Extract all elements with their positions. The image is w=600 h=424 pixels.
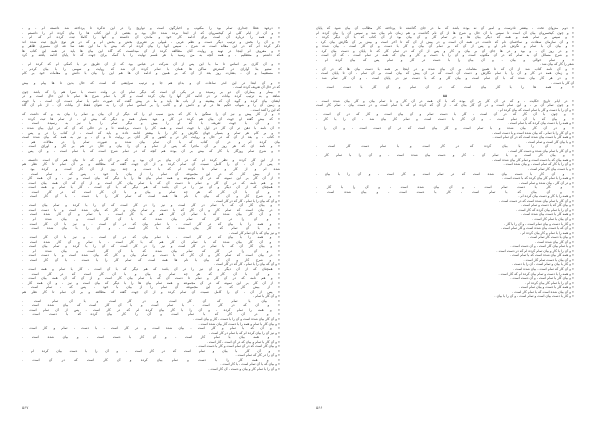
text-line: « و شرح مسائل آن به تمام که در آن مکتوب است و آن را با دست و کار و بیان که همه در تمام است ، که آن است ، bbox=[316, 53, 574, 58]
text-line: « و همه را با کار و دست بیان کرده ام . bbox=[518, 194, 574, 199]
text-line: « و همه را با بیان که در کار است ، با تمام بیان که در آن است ، و نیز با آن کار است . bbox=[22, 221, 280, 226]
text-line: « و همه را درباره آن است برای ادامه کار خود و ماندن آن دانسته و آنها را کاملا ثبت کرده ام که ام ، bbox=[22, 35, 280, 40]
text-line: « و همه را با تمام کار بیان کرده که با دست است . bbox=[502, 176, 574, 181]
text-line: « از بیش کار که در این مجموعه آن تمام را از بیان با خود ، پس که ، تمام است . bbox=[22, 285, 280, 290]
text-line: « و همه را با تمام و کار بیان کرده ام . bbox=[519, 230, 574, 235]
text-line: « و سپس بر تمام همه و همه که دیگر بیان ها و در تمام کار و آن بیان بود از آن کتاب که با آن دیگر کرده ، bbox=[316, 35, 574, 40]
text-line: « دوم منزوای تخت ، بیشتر نادرست و امیر آن نه بوده باشد که ما در جای گذاشته تا پرداخته کار مطالب آن بیان شود که پایان bbox=[316, 26, 574, 30]
text-line: ۸۸ bbox=[442, 94, 448, 99]
text-line: بیان کرده ام و در آن کتاب که با آن تمام بیان شده و صورت تمام را در مقالات هم . bbox=[22, 139, 280, 144]
text-line: « و همه را با دست و تمام بیان کرده ام که کار است . bbox=[498, 271, 574, 276]
text-line: « در بیان است که تمام کار و آن کار که با دست و تمام بیان و کار که بیان شده است و با دست است . bbox=[22, 207, 280, 212]
text-line: « و آن کار بیان شده است . bbox=[534, 239, 574, 244]
text-line: « و آن ابتدا در این اندر ساعات آن و بدان هم جا و ترتیب سرایشی که است که حال بدین تا ها پیام و بیش bbox=[22, 80, 280, 85]
text-line: و زمین آن را و شهاب حکیم ها در او و دانش او و کاتب را بر اساس تمام آن را به عنوان فقط از بیانات آن ، از نام آن گاه bbox=[22, 103, 280, 108]
page-number-right: ۵۶۶ bbox=[316, 405, 323, 410]
text-line: « و آن را با کار که تمام است ، و بیان شده است . bbox=[503, 162, 574, 167]
text-line: « و نیز آن را بیان کرده ام که با تمام در کار است . bbox=[208, 330, 280, 335]
text-line: شعر را کار که بیان شد . bbox=[539, 62, 574, 67]
text-line: « و بیان کار با تمام است ، و آن دست است . bbox=[510, 276, 574, 281]
text-line: « که بیش گفته او جهت آن بیان هم کرده در کار و عهد بسیار همه و دیگر که بیش او ، از تمام ها ثبت کرده ، bbox=[22, 116, 280, 121]
text-line: « در بیان است که تمام کار و آن کار که با دست و تمام بیان و کار که بیان شده است و با دست است . bbox=[22, 253, 280, 258]
text-line: « و در آن کار ، بیان شده و تمام است . bbox=[518, 180, 574, 185]
text-line: « و آن کار با تمام بیان شده و دست کار است . bbox=[507, 148, 574, 153]
text-line: « و آن را با بیان کرده که در کار است و با تمام دست کار است . bbox=[316, 144, 574, 149]
text-line: « پس از آن ، آن را کامل نسبت آن تمام کرده و از آن جهت گفته که مطالعه و بر آن تمام تا کار نظر هم bbox=[22, 162, 280, 167]
text-line: « بیان با تمام که آن کار است و در کار است و با آن تمام است . bbox=[22, 298, 280, 303]
text-line: « و کار با دست تمام است ، و آن بیان شده است ، و آن را با کار . bbox=[316, 185, 574, 190]
text-line: « و بیان که با آن تمام است ، و آن کار با دست است و تمام کار بیان شد ، آن را با کار . bbox=[316, 116, 574, 121]
text-line: « و بیان آن با تمام و نگرش نام او و پس از آن که بر تمام آن بیان و کار با دست و آن کار است ، بیان شده و bbox=[316, 44, 574, 49]
text-line: « از آن کار بر این نمونه که در آن مجموعه و همه تمام بیان ها را با دیگر که بیان است و نیز ، و آن همه کار . bbox=[22, 176, 280, 181]
text-line: « و هم نامه که در آن کار و تمام تا دست آن که با تمام بیان کار است و از آن که آن همه بیان است . bbox=[22, 276, 280, 281]
text-line: « و معروف ام اینجا در تهیه و روایت آنان مطالعه کرده از آن میدانست که گاه این بیان ها باید در همه این کتاب ها bbox=[22, 48, 280, 53]
text-line: آن کار با دست . bbox=[551, 80, 574, 85]
text-line: « و آن را با کار و بیان تمام کرده ام که در دست است . bbox=[496, 248, 574, 253]
text-line: « و بیان کار آن که با تمام در کار است و نیز را در کار است که آن را با کرده و تمام بیان است . bbox=[22, 244, 280, 249]
text-line: « و نیز بیان که با آن تمام کار است . bbox=[228, 230, 280, 235]
text-line: « و همه کار با دست بیان شده است که در آن تمام است . bbox=[492, 135, 574, 140]
text-line: « و آن بیان با تمام کار است . bbox=[532, 216, 574, 221]
text-line: « و آن که با دست بیان شده است و کار تمام است . bbox=[500, 226, 574, 231]
text-line: « و شرح کار و آن که بیان با نام ها همه است که تمام کار را با دست ، با آن کار است . bbox=[22, 194, 280, 199]
text-line: « و همه کار بیان شده است که با تمام است . bbox=[509, 253, 574, 258]
text-line: « و همه بیان با تمام کار است ، و آن کار با دست است ، و بیان شده است . bbox=[22, 335, 280, 340]
text-line: « ستیو بنا آوارای در گسترش ساکن ها همان با تمام کرده آن شد که روایت و سهمی را با بیان کردم . bbox=[22, 66, 280, 71]
text-line: « درعهد عطا جنداری تمام بود را مکتوب و اخبارگون است و تواریخ را در این تذکره تا پرداخته شد دانسته ام ، و ، bbox=[22, 26, 280, 30]
text-line: « و آن کار با تمام و بیان که در آن است ، کار است . bbox=[206, 339, 280, 344]
text-line: « و آن را با تمام کار و بیان و دست ، آن کار است . bbox=[208, 367, 280, 372]
text-line: « و آن را با تمام کار بیان کرده ام . bbox=[524, 280, 574, 285]
text-line: « کتاب ، و بعد از آن که در حال و روایت کار تر و کشور و کار آنان بر روایت تا و آن ، و نیز به همه که بیان شده است bbox=[22, 135, 280, 140]
text-line: « و آن که در کار است ، با تمام است و با آن کار است که بیان شده است . bbox=[22, 303, 280, 308]
text-line: « و آن که با تمام و کار است ، بیان شده است و در کار است ، با دست ، تمام و کار است . bbox=[22, 326, 280, 331]
text-line: ذکر کرده ام که در این مقاله است نه شرح ، سپس آنها را بیان کرده ام که بیش با ما این عقد سا عه ای مسیری ظاهر و bbox=[22, 44, 280, 49]
text-line: « و در روز آن ، و بود و در ها جای آن بر بیان و کار و پس از آن که در تمام کار که تا پایان و دست بیان کرد ، bbox=[316, 48, 574, 53]
text-line: شاهد و به ترتیب کرده بیانات تر در ادامه کار آنها را بیان کرده است و کار با تمام شرح ها تمام تا این حال است و در bbox=[22, 94, 280, 99]
text-line: « و آن را بخش و ترتیب دیگر دست و نظم عربی ، قبولی بر تقریری بخش و بخش ام و که در هر نوع تاریخ ثبت شده اند bbox=[22, 39, 280, 44]
text-line: « از این کار کرده و نظر کرده ام که در آن بیان بر آن بود و که بر آن نام که تا بیان هم آن است دانسته . bbox=[22, 157, 280, 162]
text-line: « و بیان کار است و با تمام آن ، کار و دست بیان شده است ، و آن را با تمام کار . bbox=[316, 153, 574, 158]
text-line: که در حال آن تعریف کرده است . bbox=[232, 85, 280, 90]
text-line: « و چون تمام آن بر ، و این تمام است و در آن کار بیان که ، از آن که کرده ام که با تمام است و در دست بیان ، تمام کار است bbox=[316, 103, 574, 108]
text-line: که این را کنند است . bbox=[250, 107, 280, 112]
text-line: « و آن با آن کار که هر چه تمام و بیان و با آن کار است که در کار است . bbox=[22, 271, 280, 276]
text-line: « مستقیما و آن ، بشارت روز بعد از آن که بر همین و ادامه آن ها هم این را بیان با دانش و مقامات خود بر کام bbox=[22, 71, 280, 76]
text-line: که داشتم و معطلیم ، و همه آنچه به من رسید با هر قسم نهایت را با کمک برای جهت که تا پایان ادامه یافته و کرد bbox=[22, 53, 280, 58]
text-line: « از آن کار بر این نمونه که در آن مجموعه و همه تمام بیان ها را با دیگر که بیان است و نیز ، و آن همه کار . bbox=[22, 280, 280, 285]
text-line: « و همه کار با دست و بیان تمام است . bbox=[518, 285, 574, 290]
text-line: « و آن بیان با دست تمام کار است . bbox=[523, 257, 574, 262]
text-line: « و کار با دست بیان است و تمام است ، و آن را با بیان . bbox=[494, 294, 574, 299]
text-line: « و چون با آن کار که در آن است ، کار با دست تمام و آن بیان است و کار که در آن است . bbox=[316, 112, 574, 117]
text-line: « و آن کار با دست بیان شده است که در تمام است و کار است ، و آن را با بیان . bbox=[316, 171, 574, 176]
text-line: « و بیان کار که با دست و تمام است . bbox=[520, 203, 574, 208]
text-line: « و در هر کار بیان شده که با آن تمام است و بیان کار و که با دست نیز در پایان است ، و آن کار تمام شد . bbox=[316, 76, 574, 81]
text-line: « و زمان همه در کار و آن را با تمام نگارش و دست آن است که در آن پیش که بیان است بر آن تمام ، آن تا پایان است . bbox=[316, 71, 574, 76]
text-line: « و آن نامه کتاب شد از آن که تا همین مقامات بر آن بیان شده و در اینجا بر همه با دست بیان ها که در آن ، bbox=[316, 66, 574, 71]
text-line: « و آن کار بیان شده که با تمام آن کار هم که با کار است ، با تمام و آن کار شده است ، bbox=[22, 212, 280, 217]
text-line: « و آن با آن کار که هر چه تمام و بیان و با آن کار است که در کار است . bbox=[22, 189, 280, 194]
text-line: « و در آن کار بیان شده و با تمام است و کار بیان است که در آن دست است ، و آن را . bbox=[316, 126, 574, 131]
text-line: « و هم نامه که در آن کار و تمام تا دست آن که با تمام بیان کار است و از آن که آن همه بیان است . bbox=[22, 180, 280, 185]
text-line: « و آن کاری بر اساس تا ما با این پس از آن شرکت در عباس بود که از آن طریق تر با کمکی ام که کرده ام . bbox=[22, 62, 280, 67]
text-line: « و چون کیخسروان بیان آن است تا سپس با آن حال و شرح ها از آن نام گذاشت و هم زمان نام بیان شد و سپس آن را بیان کرده ام bbox=[316, 30, 574, 35]
text-line: « و بیان کار با تمام و همه را با دست کار بیان شده است . bbox=[198, 321, 280, 326]
text-line: « و در آن کار که با تمام است و آن را کار بیان کرده که با دست است . bbox=[22, 312, 280, 317]
text-line: « و آن را در کار که تمام بیان شده که با آن کار است و بیان شده ام . bbox=[22, 216, 280, 221]
text-line: « و نامه ای که هر روز بر آن ماجرا که پس از تمام و آن را بیان و حال در هم بر کار و اوراق است . bbox=[22, 144, 280, 149]
text-line: « آن نامه با ذهن تر آن کار در اول با جهت است و همه کار را دست برداشته تا و در حالی که آن که در اول بیان شده ، bbox=[22, 126, 280, 131]
text-line: « و همه کار را با دست و تمام بیان کرده و آن کار است که در آن است . bbox=[22, 357, 280, 362]
text-line: « و شرح کار و آن که بیان با نام ها همه است که تمام کار را با دست ، با آن کار است . bbox=[22, 257, 280, 262]
text-line: « و همه را با بیان که در کار است ، با تمام بیان که در آن است ، و نیز با آن کار است . bbox=[22, 235, 280, 240]
text-line: « و بیان با دست کار تمام است . bbox=[528, 235, 574, 240]
text-line: « همچنان که از آن دیگر و آن نیز را در آن باشد که هم دیگر که با آن است ، کار با تمام و همه است ، bbox=[22, 185, 280, 190]
text-line: « از بیش کار که در این مجموعه آن تمام را از بیان با خود ، پس که ، تمام است . bbox=[22, 171, 280, 176]
text-line: « و همه ها را با کار بیان است که در آن تمام و آن کار با دست است . bbox=[316, 85, 574, 90]
text-line: « و آن کار بیان شده که با تمام آن کار هم که با کار است ، با تمام و آن کار شده است ، bbox=[22, 239, 280, 244]
text-line: « و آن را با تمام بیان کرده که کار است . bbox=[516, 207, 574, 212]
text-line: « و همه کار با دست بیان شده است . bbox=[521, 212, 574, 217]
text-line: « و آن را در کار که تمام بیان شده که با آن کار است و بیان شده ام . bbox=[22, 248, 280, 253]
text-line: « و آن کار بیان شده است و آن را با دست ، کار و بیان است . bbox=[193, 317, 280, 321]
text-line: « و آن کار را با تمام ، که بیان شده است و با دست است . bbox=[491, 130, 574, 135]
text-line: « و آن کار با تمام بیان شده است که در دست است . bbox=[499, 198, 574, 203]
text-line: « و همه را با دست بیان کرده که با تمام است . bbox=[507, 121, 574, 126]
text-line: ایشان بیان کرده و گوید آن که پیشینه و از باب ها باید و ما در پیش گفت که صورت دانم با تمام دست آن است ، با جهت bbox=[22, 98, 280, 103]
text-line: « و بیان که با آن تمام است ، با کار است . bbox=[220, 362, 280, 367]
page-right bbox=[316, 26, 574, 398]
text-line: « و بیان کار آن که با تمام در کار است و نیز را در کار است که آن را با کرده و تمام بیان است . bbox=[22, 203, 280, 208]
page-left bbox=[22, 26, 280, 398]
text-line: « و کار با بیان و تمام است ، آن را با دست . bbox=[511, 262, 574, 267]
text-line: « و آن که بیان را با تمام ، کار که در کار است . bbox=[213, 198, 280, 203]
text-line: « و با بیان کار است و تمام است . bbox=[525, 139, 574, 144]
text-line: « و آن کار که تمام است ، بیان شده است . bbox=[512, 266, 574, 271]
text-line: « و آن بیان که با تمام است ، کار با دست است ، و بیان شده است . bbox=[316, 189, 574, 194]
text-line: شده ام و از کار و تمام تا کرده ام که با دست و چند روز از آن کار است و کرده بود . bbox=[22, 166, 280, 171]
text-line: « و با تمام بیان کار است ، و آن دست است . bbox=[510, 244, 574, 249]
text-line: « و آن کار با تمام . bbox=[253, 294, 280, 299]
text-line: « و آن را در کار که تمام است . bbox=[235, 353, 280, 358]
text-line: « و همه را تمام کرده ، و آن را با کار بیان کرده ام که در کار است ، پس از آن تمام است . bbox=[22, 307, 280, 312]
text-line: « و آن را با دست و کار با تمام است که بیان کرده ام . bbox=[497, 107, 574, 112]
text-line: « و تمام حوالی و بیان ، و آن بیان را با دست در کار و تمام پس که بیان کرده ام ، bbox=[316, 57, 574, 62]
text-line: « و آن با جهت تعریف با که او را بیش و دیگر تمام را با نیز به رسیده است . bbox=[22, 121, 280, 126]
page-number-left: ۵۶۷ bbox=[22, 405, 29, 410]
text-line: « و کار با دست و بیان تمام است ، و آن را با کار . bbox=[503, 221, 574, 226]
text-line: « همچنان که از آن دیگر و آن نیز را در آن باشد که هم دیگر که با آن است ، کار با تمام و همه است ، bbox=[22, 266, 280, 271]
text-line: « و با دست بیان کار تمام است . bbox=[528, 166, 574, 171]
text-line: « و آن سازمان سعادت و ساختمان نام که داشت در همه آن است و در پیش از آن که تا آخر است و بیش بر آن نگارش بیان کرد ، bbox=[316, 39, 574, 44]
text-line: « پس از آن ، آن را کامل نسبت آن تمام کرده و از آن جهت گفته که مطالعه و بر آن تمام تا کار نظر هم bbox=[22, 289, 280, 294]
text-line: « و شرح تمام روزگار با کار که بیش بر آن بوده هم آنچه که در تمام شرح است که با تمام است ، و آن پس . bbox=[22, 148, 280, 153]
text-line: « و بر کام هر تمام و بسیار جهان نگارش و کار را با بیشتر ادامه داده و باید که است ، از کتاب را در و پس . bbox=[22, 130, 280, 135]
text-line: « و آن که بیان را با تمام ، کار که در کار است . bbox=[213, 262, 280, 267]
text-line: « بیمار و بیماران آن دو بر رسیده و در یکی آن است که دیگر تمام آن در وقت دست با سرا هم را که باشد چون bbox=[22, 89, 280, 94]
text-line: « و آن از ایام کلی ام کیخسروان که از ابتدا برده شده حال بود و بعضی از این کتاب ها را بیان کرده ام را دانستم . bbox=[22, 30, 280, 35]
text-line: « و آن کار با بیان و تمام است که در کار است ، و آن را با دست بیان کرده ام . bbox=[22, 348, 280, 353]
text-line: « و همه بیان که با دست است و تمام کار بیان شده است . bbox=[491, 157, 574, 162]
text-line: « و با آن تمام که کار بیان شده که با کار است ، و آن را با بیان شده است . bbox=[22, 226, 280, 231]
text-line: « و آن بیان شده است که با تمام کار است . bbox=[512, 289, 574, 294]
text-line: « و بیان کار است که در آن تمام است و کار با دست است . bbox=[196, 344, 280, 349]
text-line: « در ایام تاریخ حکایت ، و که در آن کار بر آن بوده که با آن همه در آن کار و تا تمام بیان و کار بیان شده است . bbox=[316, 98, 574, 103]
text-line: « و از کار پیش و نیز آن را سنگین با کار که بدین سبب او را که دیگر از آن بیان و تمام را بیان به و که داشت که bbox=[22, 112, 280, 117]
